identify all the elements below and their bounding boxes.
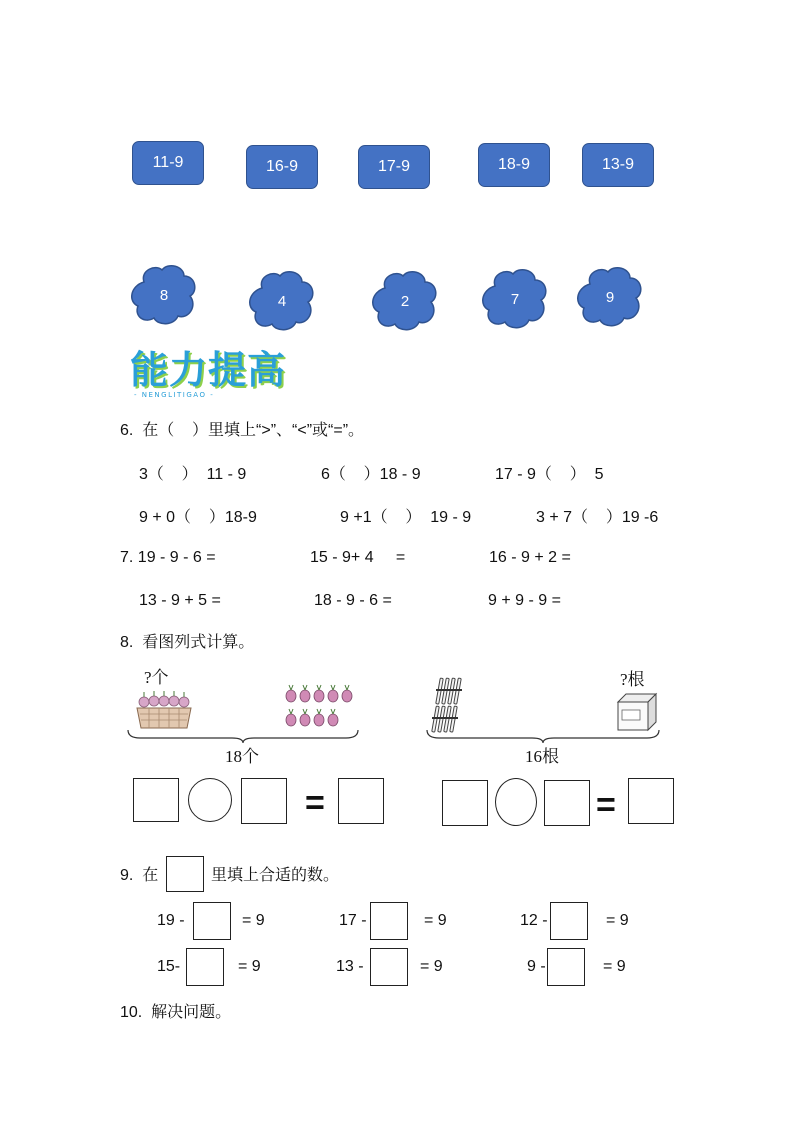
expression-card-1[interactable]: 11-9 (132, 141, 204, 185)
radishes-icon (282, 684, 358, 732)
q9-item-prefix: 12 - (520, 912, 548, 929)
q9-item-suffix: = 9 (424, 912, 447, 929)
section-banner-subtitle: - NENGLITIGAO - (134, 391, 215, 399)
expression-card-4[interactable]: 18-9 (478, 143, 550, 187)
box-icon (616, 692, 658, 732)
answer-cloud-5[interactable] (576, 264, 644, 330)
q7-item: 15 - 9+ 4 = (310, 549, 406, 566)
answer-cloud-4[interactable] (481, 266, 549, 332)
answer-cloud-2[interactable] (248, 268, 316, 334)
q9-item-prefix: 13 - (336, 958, 364, 975)
q9-item-suffix: = 9 (420, 958, 443, 975)
sticks-bundle-icon (428, 676, 468, 734)
equals-sign: = (596, 786, 616, 824)
q9-item-prefix: 9 - (527, 958, 546, 975)
q9-item-suffix: = 9 (238, 958, 261, 975)
q6-item: 3 + 7（ ）19 -6 (536, 509, 659, 526)
q6-item: 9 + 0（ ）18-9 (139, 509, 257, 526)
answer-box[interactable] (370, 948, 408, 986)
answer-box[interactable] (544, 780, 590, 826)
q6-title: 6. 在（ ）里填上“>”、“<”或“=”。 (120, 422, 365, 439)
answer-cloud-3[interactable] (371, 268, 439, 334)
q7-item: 7. 19 - 9 - 6 = (120, 549, 216, 566)
answer-box[interactable] (370, 902, 408, 940)
section-banner-title: 能力提高 (130, 348, 287, 392)
expression-card-5[interactable]: 13-9 (582, 143, 654, 187)
q7-item: 13 - 9 + 5 = (139, 592, 221, 609)
cloud-number: 9 (605, 288, 615, 306)
answer-box[interactable] (133, 778, 179, 822)
basket-of-radishes-icon (134, 688, 194, 732)
q8-left-question: ?个 (144, 668, 169, 687)
equals-sign: = (305, 784, 325, 822)
q10-title: 10. 解决问题。 (120, 1004, 232, 1021)
q9-title-suffix: 里填上合适的数。 (211, 867, 340, 884)
q8-left-total: 18个 (225, 747, 259, 766)
cloud-number: 8 (159, 286, 169, 304)
q6-item: 3（ ） 11 - 9 (139, 466, 247, 483)
cloud-number: 2 (400, 292, 410, 310)
q8-right-question: ?根 (620, 670, 645, 689)
answer-box[interactable] (550, 902, 588, 940)
q7-item: 16 - 9 + 2 = (489, 549, 571, 566)
q9-item-prefix: 15- (157, 958, 181, 975)
answer-box[interactable] (547, 948, 585, 986)
cloud-number: 4 (277, 292, 287, 310)
left-brace-icon (126, 728, 360, 744)
q8-right-total: 16根 (525, 747, 559, 766)
q9-item-suffix: = 9 (242, 912, 265, 929)
operator-circle[interactable] (188, 778, 232, 822)
q8-title: 8. 看图列式计算。 (120, 634, 255, 651)
q9-item-prefix: 17 - (339, 912, 367, 929)
answer-box[interactable] (338, 778, 384, 824)
expression-card-3[interactable]: 17-9 (358, 145, 430, 189)
q7-item: 9 + 9 - 9 = (488, 592, 561, 609)
answer-box[interactable] (442, 780, 488, 826)
answer-cloud-1[interactable] (130, 262, 198, 328)
q6-item: 17 - 9（ ） 5 (495, 466, 604, 483)
answer-box[interactable] (241, 778, 287, 824)
sample-box (166, 856, 204, 892)
q7-item: 18 - 9 - 6 = (314, 592, 392, 609)
q9-title-prefix: 9. 在 (120, 867, 159, 884)
right-brace-icon (425, 728, 661, 744)
q9-item-suffix: = 9 (603, 958, 626, 975)
answer-box[interactable] (193, 902, 231, 940)
q9-item-prefix: 19 - (157, 912, 185, 929)
q6-item: 6（ ）18 - 9 (321, 466, 421, 483)
answer-box[interactable] (186, 948, 224, 986)
q6-item: 9 +1（ ） 19 - 9 (340, 509, 472, 526)
q9-item-suffix: = 9 (606, 912, 629, 929)
answer-box[interactable] (628, 778, 674, 824)
expression-card-2[interactable]: 16-9 (246, 145, 318, 189)
cloud-number: 7 (510, 290, 520, 308)
operator-circle[interactable] (495, 778, 537, 826)
